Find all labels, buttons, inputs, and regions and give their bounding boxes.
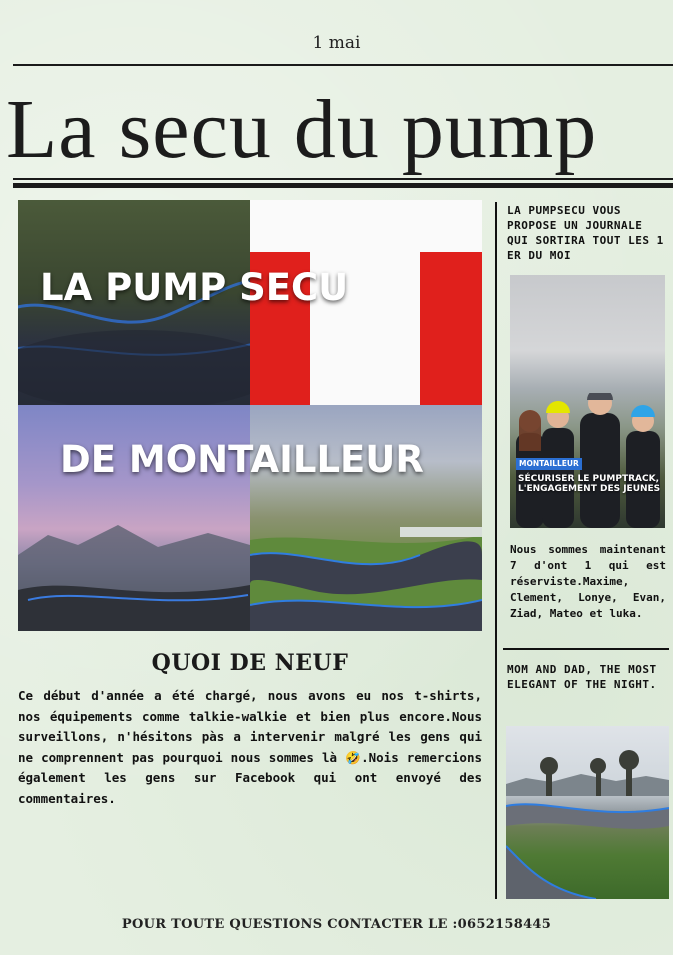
header-rule-bottom-2: [13, 183, 673, 188]
sidebar-intro-text: LA PUMPSECU VOUS PROPOSE UN JOURNALE QUI SORTIRA TOUT LES 1 ER DU MOI: [507, 204, 664, 262]
hero-collage-image: [18, 200, 482, 631]
contact-footer: POUR TOUTE QUESTIONS CONTACTER LE :0652158445: [121, 917, 552, 932]
hero-headline-line2: DE MONTAILLEUR: [60, 438, 424, 481]
header-rule-bottom-1: [13, 178, 673, 180]
header-rule-top: [13, 64, 673, 66]
hero-headline-line1: LA PUMP SECU: [40, 266, 349, 309]
team-text: Nous sommes maintenant 7 d'ont 1 qui est réserviste.Maxime, Clement, Lonye, Evan, Ziad, Mateo et luka.: [510, 543, 666, 620]
masthead-title: La secu du pump: [6, 83, 598, 176]
pumptrack-photo: [506, 726, 669, 899]
sidebar-rule: [503, 648, 669, 650]
column-divider: [495, 202, 497, 899]
section-title: QUOI DE NEUF: [151, 650, 349, 676]
photo-location-badge: MONTAILLEUR: [516, 458, 582, 470]
issue-date: 1 mai: [312, 33, 361, 53]
article-body: Ce début d'année a été chargé, nous avons eu nos t-shirts, nos équipements comme talkie-walkie et bien plus encore.Nous surveillons, n'hésitons pàs a intervenir malgré les gens qui ne comprennent pas pourquoi nous sommes là 🤣.Nois remercions également les gens sur Facebook qui ont envoyé des commentaires.: [18, 688, 482, 806]
sidebar-caption: MOM AND DAD, THE MOST ELEGANT OF THE NIGHT.: [507, 663, 657, 691]
photo-caption: SÉCURISER LE PUMPTRACK, L'ENGAGEMENT DES JEUNES: [518, 474, 661, 494]
team-photo: [510, 275, 665, 528]
